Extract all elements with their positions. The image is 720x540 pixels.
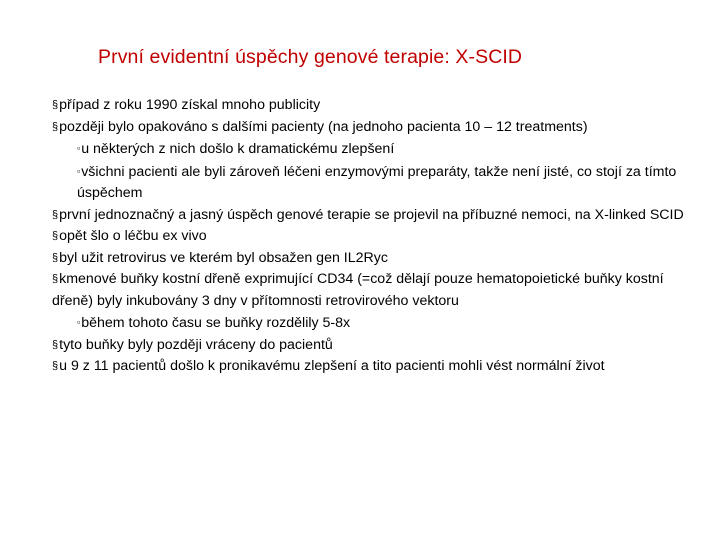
sub-bullet-item [52,312,692,335]
sub-bullet-item [52,138,692,161]
bullet-marker: § [52,338,59,351]
bullet-item [52,356,692,378]
sub-bullet-marker: ▫ [77,317,81,327]
bullet-text: byl užit retrovirus ve kterém byl obsažen gen IL2Ryc [59,249,388,266]
sub-bullet-text: během tohoto času se buňky rozdělily 5-8x [81,315,351,331]
bullet-text: první jednoznačný a jasný úspěch genové terapie se projevil na příbuzné nemoci, na X-linked SCID [59,206,684,223]
bullet-item [52,248,692,270]
bullet-text: později bylo opakováno s dalšími pacienty (na jednoho pacienta 10 – 12 treatments) [59,118,588,135]
bullet-text: případ z roku 1990 získal mnoho publicity [59,97,321,113]
bullet-item [52,226,692,248]
bullet-text: tyto buňky byly později vráceny do pacientů [59,336,333,353]
bullet-marker: § [52,208,59,221]
bullet-marker: § [52,99,59,111]
slide-title: První evidentní úspěchy genové terapie: X-SCID [98,46,523,68]
bullet-item [52,95,692,117]
slide-body [52,95,692,378]
bullet-marker: § [52,120,59,133]
sub-bullet-marker: ▫ [77,165,81,176]
sub-bullet-text: u některých z nich došlo k dramatickému zlepšení [81,141,395,157]
bullet-item [52,335,692,357]
bullet-text: u 9 z 11 pacientů došlo k pronikavému zlepšení a tito pacienti mohli vést normální život [59,358,605,374]
bullet-item [52,117,692,139]
bullet-item [52,205,692,227]
bullet-text: kmenové buňky kostní dřeně exprimující CD34 (=což dělají pouze hematopoietické buňky kostní dřeně) byly inkubovány 3 dny v přítomnosti retrovirového vektoru [52,271,664,309]
sub-bullet-item [52,161,692,205]
bullet-marker: § [52,273,59,285]
bullet-item [52,269,692,312]
bullet-marker: § [52,360,59,372]
bullet-marker: § [52,251,59,264]
sub-bullet-text: všichni pacienti ale byli zároveň léčeni enzymovými preparáty, takže není jisté, co stojí za tímto úspěchem [77,163,677,201]
bullet-text: opět šlo o léčbu ex vivo [59,228,207,244]
bullet-marker: § [52,230,59,242]
sub-bullet-marker: ▫ [77,143,81,153]
